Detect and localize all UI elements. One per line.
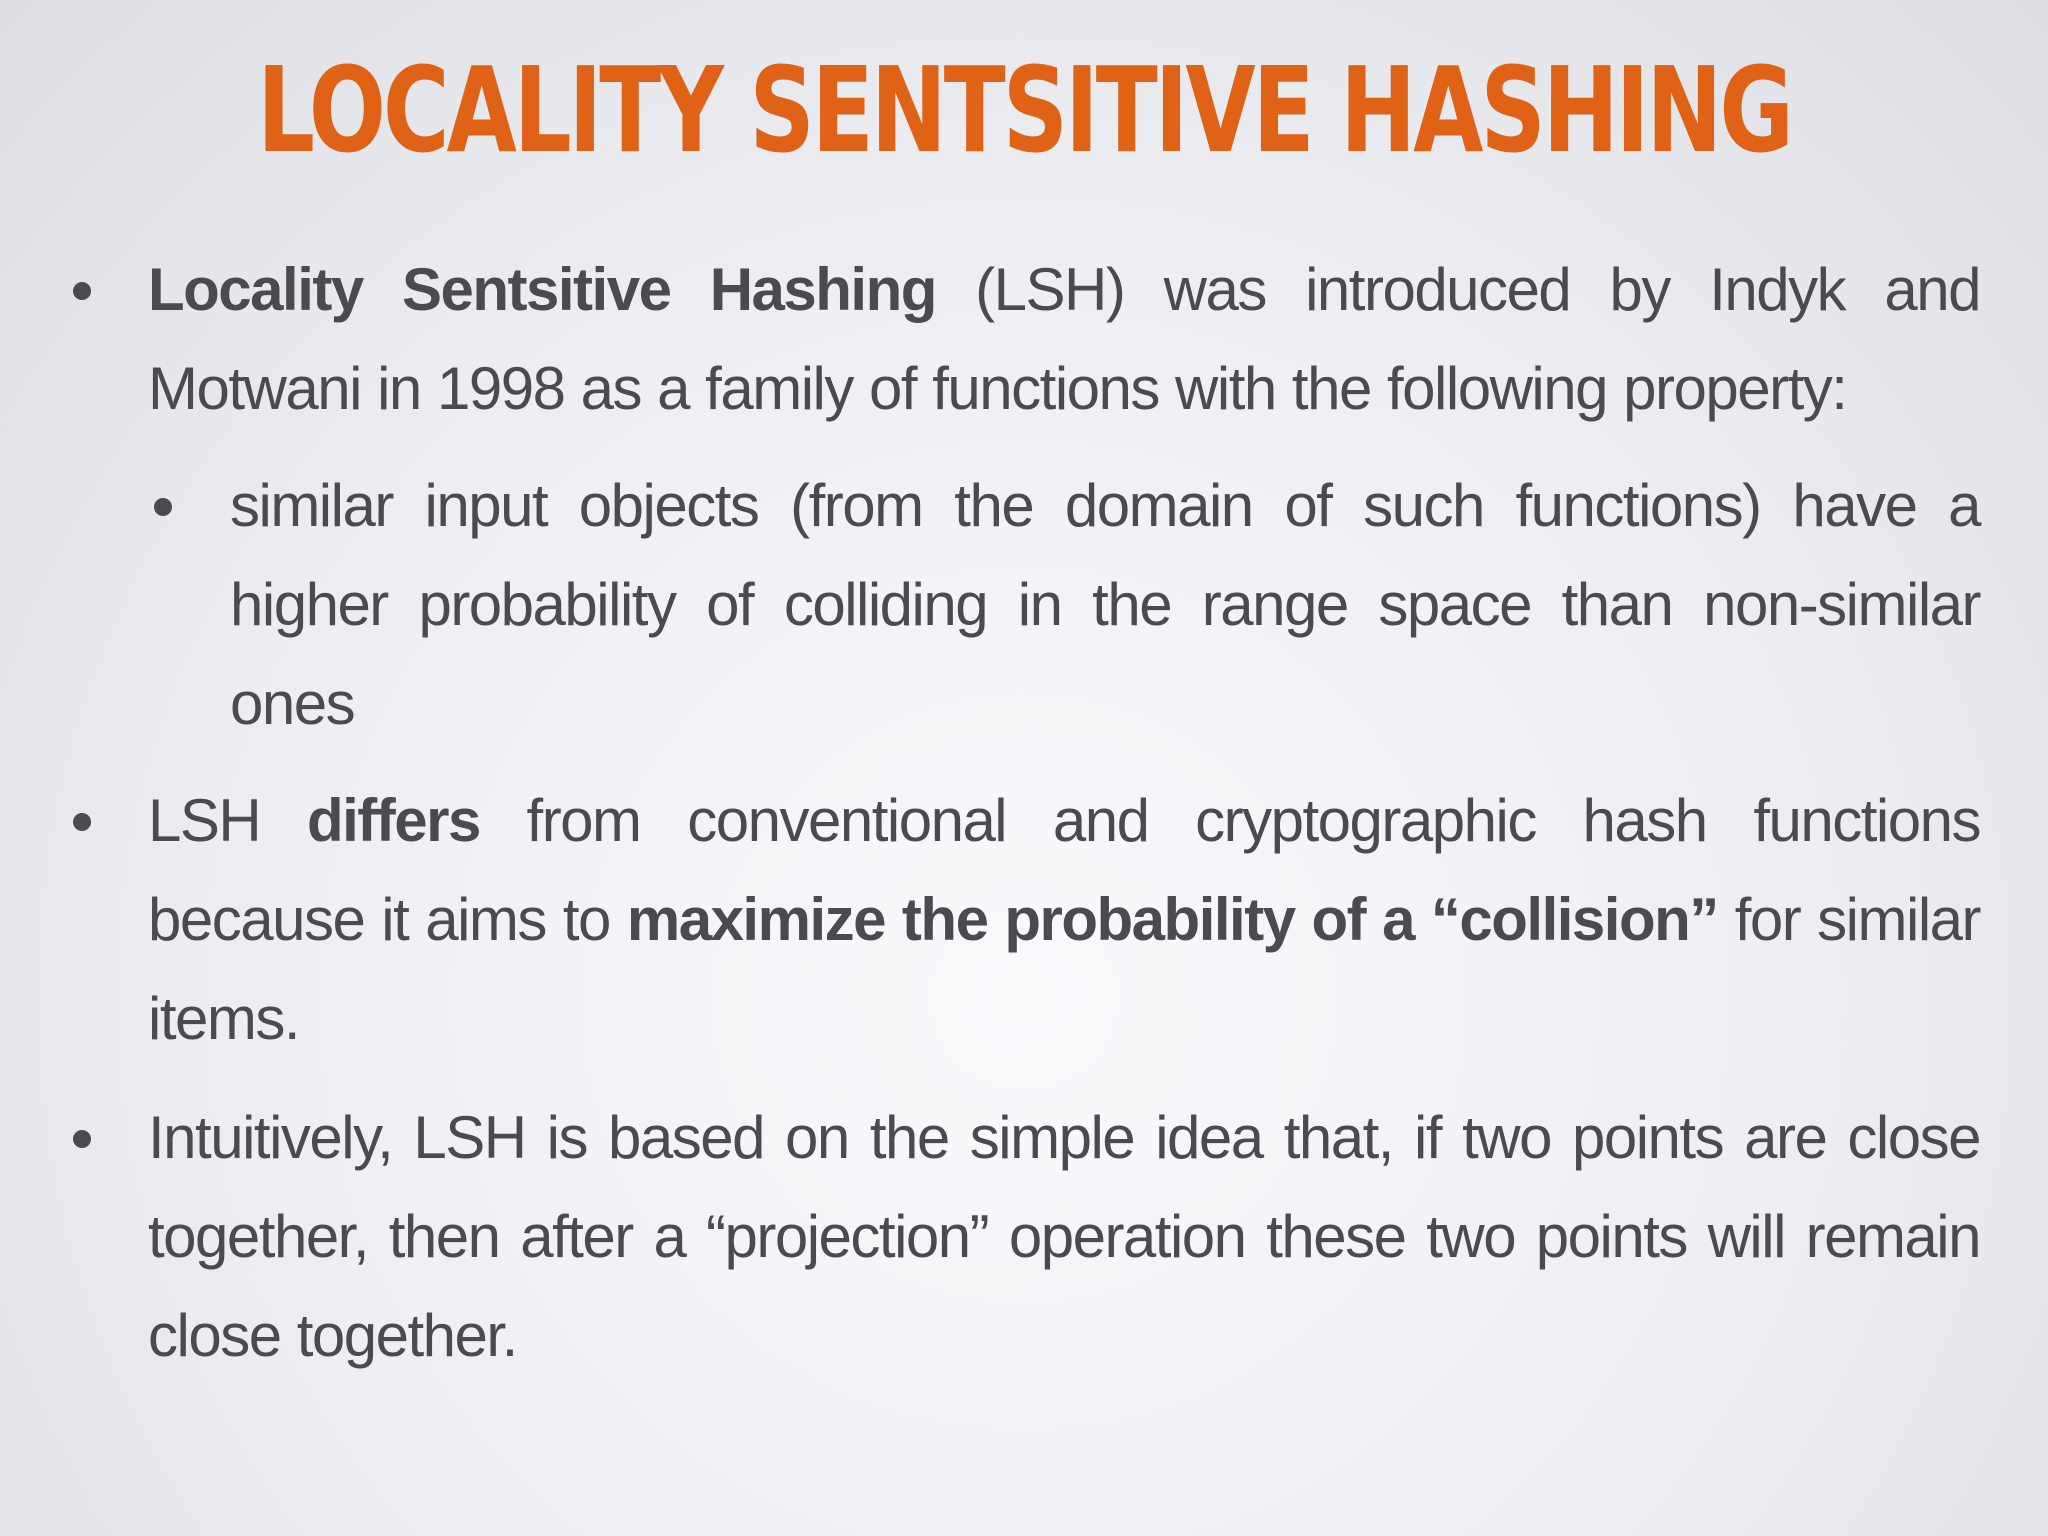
bullet-item-intuition [0, 1088, 2048, 1385]
bullet-text-pre: LSH [148, 787, 307, 854]
bullet-list [0, 240, 2048, 1385]
sub-bullet-text: similar input objects (from the domain of such functions) have a higher probability of colliding in the range space than non-similar ones [230, 472, 1980, 737]
bold-maximize: maximize the probability of a “collision” [626, 886, 1718, 953]
bullet-text [148, 240, 1980, 438]
bullet-dot-icon [73, 813, 91, 831]
bullet-item-lsh-differs [0, 771, 2048, 1068]
bold-differs: differs [306, 787, 480, 854]
bold-term: Locality Sentsitive Hashing [148, 256, 936, 323]
bullet-item-lsh-definition [0, 240, 2048, 438]
bullet-dot-icon [73, 282, 91, 300]
bullet-text-rest: (LSH) was introduced by Indyk and Motwani in 1998 as a family of functions with the following property: [148, 256, 1980, 422]
bullet-text-post: for similar items. [148, 886, 1980, 1052]
bullet-text: Intuitively, LSH is based on the simple idea that, if two points are close together, then after a “projection” operation these two points will remain close together. [148, 1104, 1980, 1369]
bullet-dot-icon [154, 498, 172, 516]
slide-title: LOCALITY SENTSITIVE HASHING [257, 41, 1791, 179]
bullet-dot-icon [73, 1130, 91, 1148]
sub-bullet-item-property [0, 456, 2048, 753]
bullet-text [148, 771, 1980, 1068]
bullet-text-mid: from conventional and cryptographic hash functions because it aims to [148, 787, 1980, 953]
